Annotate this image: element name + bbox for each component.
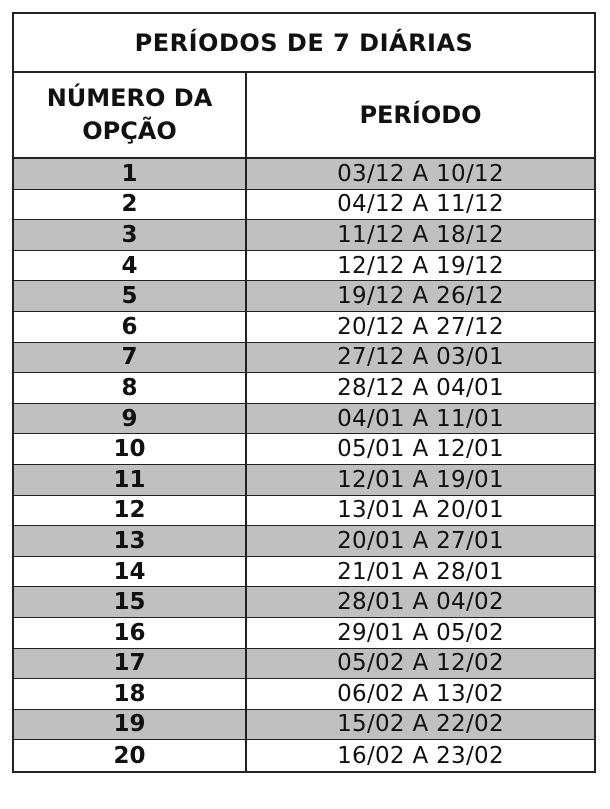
period-cell: 15/02 A 22/02 <box>337 711 504 738</box>
period-cell: 27/12 A 03/01 <box>337 344 504 371</box>
table-row <box>14 618 594 649</box>
option-number-cell: 15 <box>14 587 247 617</box>
option-number-cell: 18 <box>14 679 247 709</box>
period-cell: 29/01 A 05/02 <box>337 619 504 646</box>
period-cell: 20/01 A 27/01 <box>337 527 504 554</box>
option-number-cell: 20 <box>14 740 247 771</box>
table-row <box>14 496 594 527</box>
period-cell: 03/12 A 10/12 <box>337 160 504 187</box>
period-cell: 04/12 A 11/12 <box>337 191 504 218</box>
option-number-cell: 10 <box>14 434 247 464</box>
column-header-option-number <box>14 73 247 157</box>
period-cell: 28/01 A 04/02 <box>337 589 504 616</box>
periods-table <box>12 12 596 773</box>
table-row <box>14 159 594 190</box>
option-number-cell: 9 <box>14 404 247 434</box>
period-cell: 28/12 A 04/01 <box>337 374 504 401</box>
period-cell: 20/12 A 27/12 <box>337 313 504 340</box>
table-row <box>14 587 594 618</box>
period-cell: 05/02 A 12/02 <box>337 650 504 677</box>
table-row <box>14 281 594 312</box>
table-row <box>14 557 594 588</box>
period-cell: 21/01 A 28/01 <box>337 558 504 585</box>
option-number-cell: 5 <box>14 281 247 311</box>
table-row <box>14 220 594 251</box>
option-number-cell: 3 <box>14 220 247 250</box>
option-number-cell: 8 <box>14 373 247 403</box>
option-number-cell: 19 <box>14 710 247 740</box>
table-row <box>14 740 594 771</box>
period-cell: 16/02 A 23/02 <box>337 742 504 769</box>
option-number-cell: 7 <box>14 343 247 373</box>
option-number-cell: 12 <box>14 496 247 526</box>
table-title: PERÍODOS DE 7 DIÁRIAS <box>14 14 594 73</box>
table-row <box>14 710 594 741</box>
option-number-cell: 17 <box>14 649 247 679</box>
period-cell: 11/12 A 18/12 <box>337 221 504 248</box>
option-number-cell: 2 <box>14 190 247 220</box>
period-cell: 13/01 A 20/01 <box>337 497 504 524</box>
period-cell: 12/12 A 19/12 <box>337 252 504 279</box>
period-cell: 05/01 A 12/01 <box>337 436 504 463</box>
option-number-cell: 6 <box>14 312 247 342</box>
period-cell: 06/02 A 13/02 <box>337 680 504 707</box>
table-row <box>14 434 594 465</box>
table-row <box>14 251 594 282</box>
table-row <box>14 343 594 374</box>
option-number-cell: 14 <box>14 557 247 587</box>
option-number-cell: 4 <box>14 251 247 281</box>
table-header-row <box>14 73 594 159</box>
period-cell: 12/01 A 19/01 <box>337 466 504 493</box>
table-row <box>14 373 594 404</box>
table-row <box>14 190 594 221</box>
table-row <box>14 312 594 343</box>
table-row <box>14 465 594 496</box>
period-cell: 04/01 A 11/01 <box>337 405 504 432</box>
table-row <box>14 649 594 680</box>
period-cell: 19/12 A 26/12 <box>337 283 504 310</box>
option-number-cell: 11 <box>14 465 247 495</box>
table-row <box>14 404 594 435</box>
option-number-cell: 1 <box>14 159 247 189</box>
table-row <box>14 679 594 710</box>
table-row <box>14 526 594 557</box>
column-header-period <box>247 73 594 157</box>
column-header-period-label: PERÍODO <box>359 100 482 129</box>
option-number-cell: 16 <box>14 618 247 648</box>
option-number-cell: 13 <box>14 526 247 556</box>
column-header-option-number-label: NÚMERO DA OPÇÃO <box>46 84 213 145</box>
table-body <box>14 159 594 771</box>
